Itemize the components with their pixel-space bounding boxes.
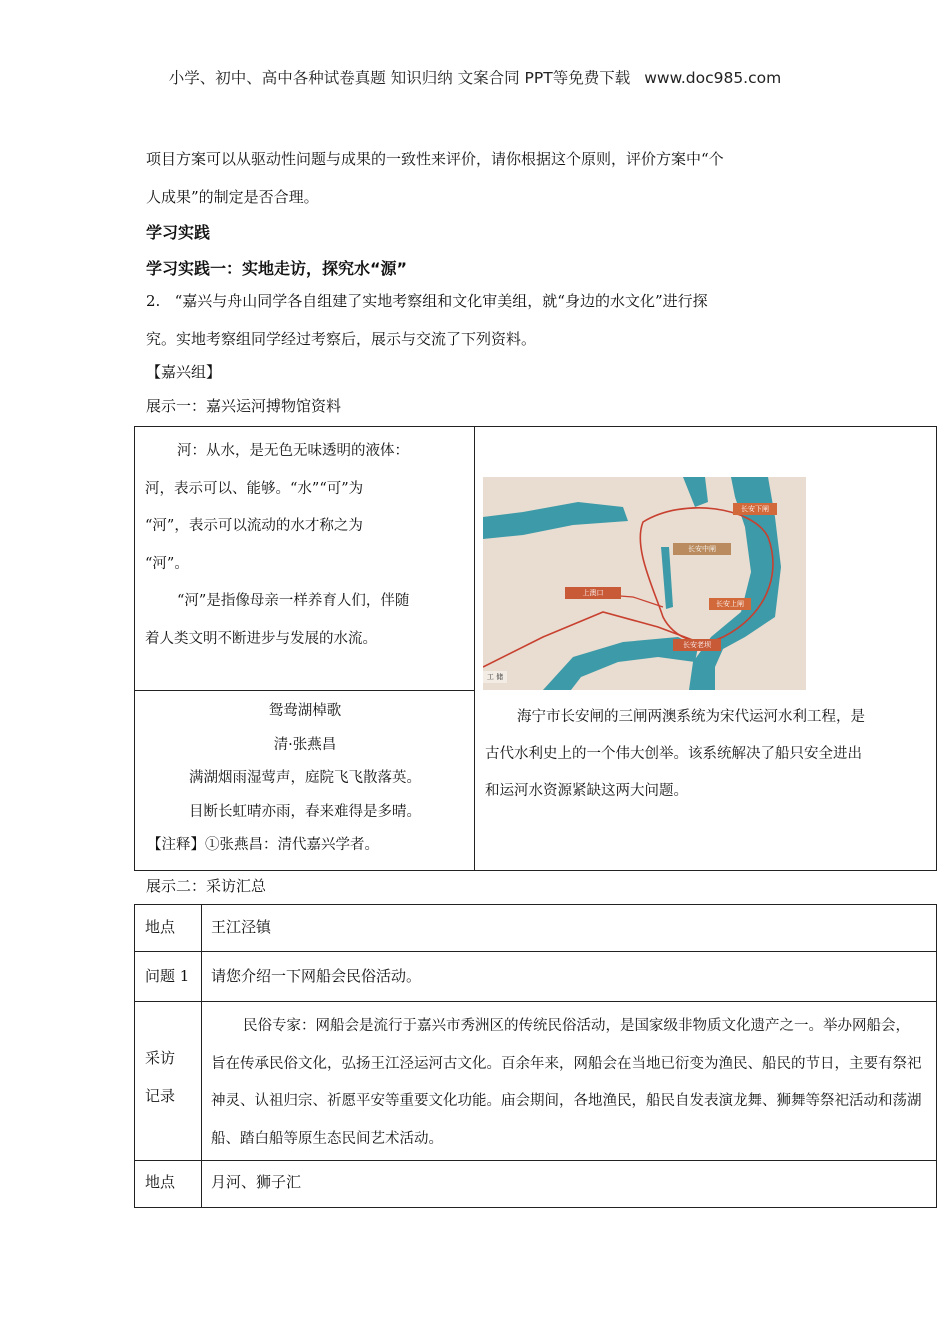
museum-material-table [134,426,937,871]
header-text: 小学、初中、高中各种试卷真题 知识归纳 文案合同 PPT等免费下载 [168,69,631,87]
section-title: 学习实践 [146,223,211,242]
interview-summary-table [134,904,937,1208]
row-key-record: 记录 [145,1087,176,1105]
changan-lock-map-image [483,477,806,690]
map-label: 长安中闸 [673,543,731,555]
table-divider [135,1160,936,1161]
question-number: 2. [146,292,161,310]
poem-cell [135,695,475,863]
table-divider [135,690,475,691]
group-label: 【嘉兴组】 [146,363,222,381]
row-value-location: 月河、狮子汇 [211,1173,302,1191]
table-divider [135,1001,936,1002]
poem-author: 清·张燕昌 [273,736,337,753]
intro-paragraph [146,140,806,216]
display1-title: 展示一：嘉兴运河搏物馆资料 [146,397,342,415]
he-line: “河”是指像母亲一样养育人们，伴随 [177,593,410,609]
table-divider [135,951,936,952]
poem-line: 目断长虹晴亦雨，春来难得是多晴。 [189,803,421,820]
row-value-question: 请您介绍一下网船会民俗活动。 [211,967,422,985]
question-line-1: “嘉兴与舟山同学各自组建了实地考察组和文化审美组，就“身边的水文化”进行探 [174,292,708,310]
map-desc-line: 海宁市长安闸的三闸两澳系统为宋代运河水利工程，是 [517,709,865,725]
question-line-2: 究。实地考察组同学经过考察后，展示与交流了下列资料。 [146,330,537,348]
map-description-cell [485,699,925,810]
poem-line: 满湖烟雨湿莺声，庭院飞飞散落英。 [189,770,421,786]
subsection-title: 学习实践一：实地走访，探究水“源” [146,259,408,278]
row-key-record: 采访 [145,1049,176,1067]
he-line: 着人类文明不断进步与发展的水流。 [145,630,377,647]
row-key-location: 地点 [145,1173,176,1191]
intro-line-2: 人成果”的制定是否合理。 [146,188,319,206]
he-line: 河：从水，是无色无味透明的液体： [177,443,409,459]
row-value-record: 民俗专家：网船会是流行于嘉兴市秀洲区的传统民俗活动，是国家级非物质文化遗产之一。举办网船会，旨在传承民俗文化，弘扬王江泾运河古文化。百余年来，网船会在当地已衍变为渔民、船民的节日，主要有祭祀神灵、认祖归宗、祈愿平安等重要文化功能。庙会期间，各地渔民，船民自发表演龙舞、狮舞等祭祀活动和荡湖船、踏白船等原生态民间艺术活动。 [211,1018,922,1147]
display2-title: 展示二：采访汇总 [146,877,267,895]
he-line: “河”，表示可以流动的水才称之为 [145,518,363,534]
poem-title: 鸳鸯湖棹歌 [268,703,342,719]
map-desc-line: 古代水利史上的一个伟大创举。该系统解决了船只安全进出 [485,746,862,762]
intro-line-1: 项目方案可以从驱动性问题与成果的一致性来评价，请你根据这个原则，评价方案中“个 [146,150,724,168]
he-line: “河”。 [145,555,189,572]
page-header [0,66,950,88]
row-key-question: 问题 1 [145,967,190,985]
map-label: 长安老坝 [673,639,721,651]
he-line: 河，表示可以、能够。“水”“可”为 [145,480,364,497]
map-label: 长安下闸 [733,503,777,515]
map-desc-line: 和运河水资源紧缺这两大问题。 [485,783,688,799]
question-paragraph [146,282,806,358]
he-definition-cell [145,433,467,658]
row-key-location: 地点 [145,918,176,936]
poem-note: 【注释】①张燕昌：清代嘉兴学者。 [147,837,379,853]
row-value-location: 王江泾镇 [211,918,272,936]
map-label: 上澳口 [565,587,621,599]
header-url[interactable]: www.doc985.com [644,69,782,87]
map-label: 工 储 [483,671,507,683]
map-label: 长安上闸 [709,598,751,610]
